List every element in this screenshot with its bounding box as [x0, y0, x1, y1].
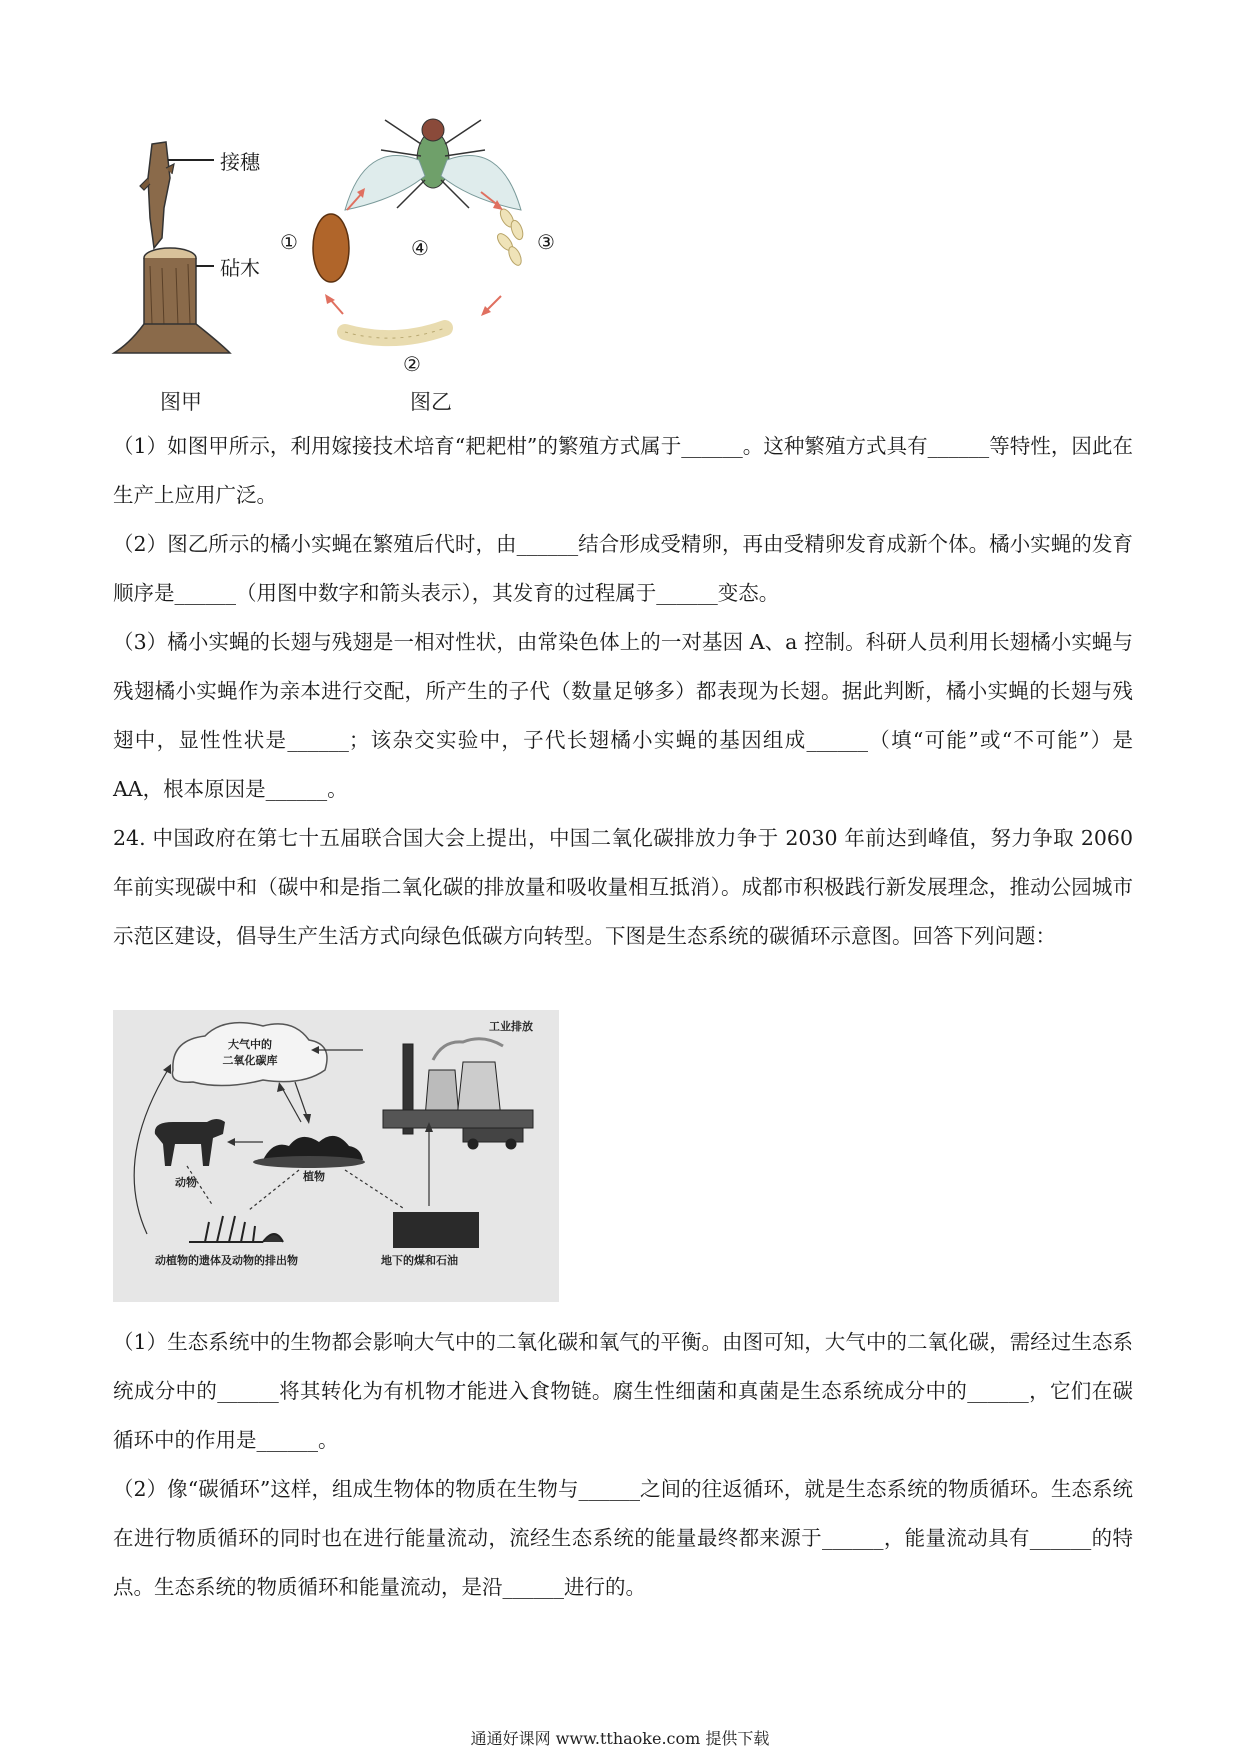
figure-carbon-cycle [113, 1010, 559, 1302]
q23-part1: （1）如图甲所示，利用嫁接技术培育“耙耙柑”的繁殖方式属于______。这种繁殖方式具有______等特性，因此在生产上应用广泛。 [113, 434, 1133, 507]
q24-part1: （1）生态系统中的生物都会影响大气中的二氧化碳和氧气的平衡。由图可知，大气中的二氧化碳，需经过生态系统成分中的______将其转化为有机物才能进入食物链。腐生性细菌和真菌是生态系统成分中的______，它们在碳循环中的作用是______。 [113, 1330, 1133, 1452]
caption-figure-a: 图甲 [160, 390, 202, 414]
q24-intro: 24. 中国政府在第七十五届联合国大会上提出，中国二氧化碳排放力争于 2030 年前达到峰值，努力争取 2060 年前实现碳中和（碳中和是指二氧化碳的排放量和吸收量相互抵消）。成都市积极践行新发展理念，推动公园城市示范区建设，倡导生产生活方式向绿色低碳方向转型。下图是生态系统的碳循环示意图。回答下列问题： [113, 826, 1133, 948]
q23-part2: （2）图乙所示的橘小实蝇在繁殖后代时，由______结合形成受精卵，再由受精卵发育成新个体。橘小实蝇的发育顺序是______（用图中数字和箭头表示），其发育的过程属于______变态。 [113, 532, 1133, 605]
factory-icon [383, 1039, 533, 1149]
plant-icon [253, 1136, 365, 1168]
q23-part3: （3）橘小实蝇的长翅与残翅是一相对性状，由常染色体上的一对基因 A、a 控制。科研人员利用长翅橘小实蝇与残翅橘小实蝇作为亲本进行交配，所产生的子代（数量足够多）都表现为长翅。据此判断，橘小实蝇的长翅与残翅中，显性性状是______；该杂交实验中，子代长翅橘小实蝇的基因组成______（填“可能”或“不可能”）是 AA，根本原因是______。 [113, 630, 1133, 801]
label-rootstock: 砧木 [220, 256, 260, 280]
q23-block [113, 422, 1133, 961]
lifecycle-illustration [285, 100, 575, 380]
plant-label: 植物 [303, 1170, 325, 1183]
caption-figure-b: 图乙 [410, 390, 452, 414]
industry-label: 工业排放 [489, 1020, 533, 1033]
remains-label: 动植物的遗体及动物的排出物 [155, 1254, 298, 1267]
cloud-label-2: 二氧化碳库 [222, 1054, 278, 1067]
figure-grafting [110, 138, 285, 378]
remains-icon [189, 1216, 283, 1242]
marker-2: ② [403, 352, 421, 376]
q24-part2: （2）像“碳循环”这样，组成生物体的物质在生物与______之间的往返循环，就是生态系统的物质循环。生态系统在进行物质循环的同时也在进行能量流动，流经生态系统的能量最终都来源于______，能量流动具有______的特点。生态系统的物质循环和能量流动，是沿______进行的。 [113, 1477, 1133, 1599]
marker-3: ③ [537, 230, 555, 254]
marker-1: ① [280, 230, 298, 254]
adult-fly-icon [345, 119, 521, 210]
figure-lifecycle [280, 100, 575, 390]
page-footer: 通通好课网 www.tthaoke.com 提供下载 [470, 1729, 770, 1748]
coal-oil-icon [393, 1212, 479, 1248]
cloud-label-1: 大气中的 [228, 1038, 272, 1051]
label-scion: 接穗 [220, 150, 260, 174]
animal-label: 动物 [175, 1176, 197, 1189]
animal-cow-icon [155, 1119, 225, 1166]
marker-4: ④ [411, 236, 429, 260]
fossil-label: 地下的煤和石油 [381, 1254, 458, 1267]
carbon-cycle-diagram [113, 1010, 559, 1302]
q24-block [113, 1318, 1133, 1612]
